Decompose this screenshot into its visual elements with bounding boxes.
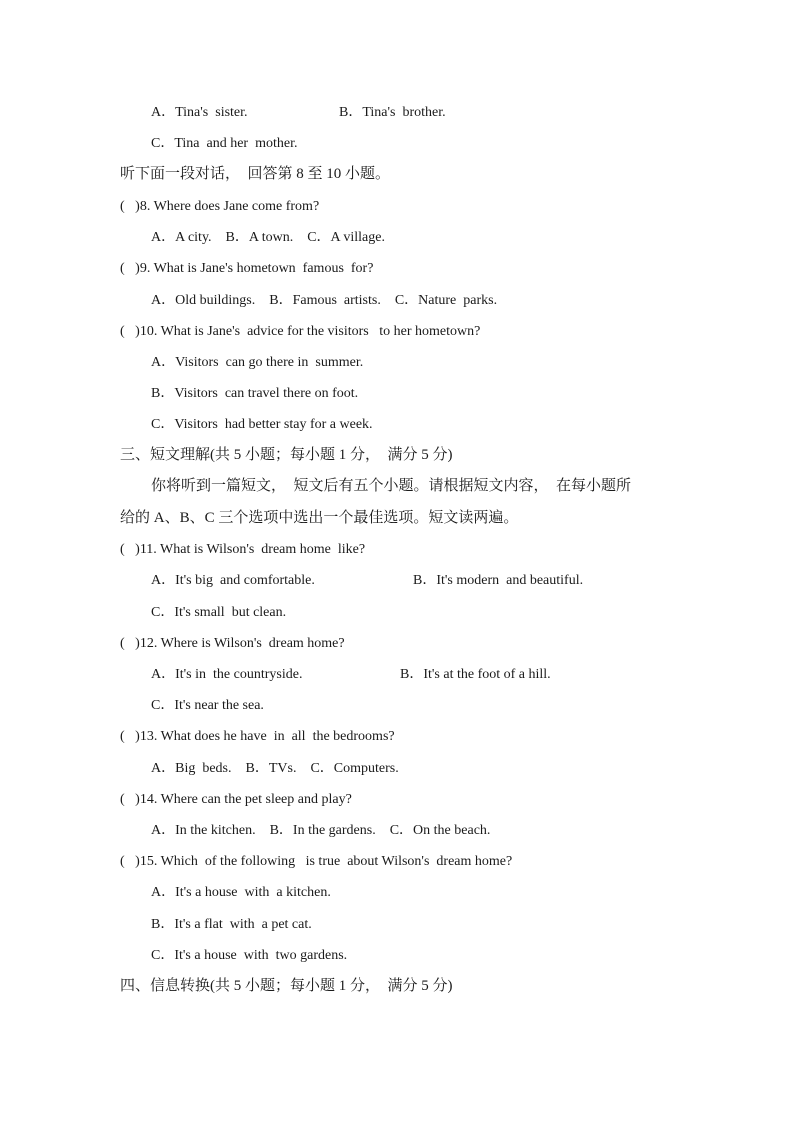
question-14: ( )14. Where can the pet sleep and play? bbox=[120, 792, 352, 807]
option-a: A．Tina's sister. bbox=[151, 105, 248, 120]
question-10-option-c: C．Visitors had better stay for a week. bbox=[151, 417, 373, 432]
question-12-option-b: B．It's at the foot of a hill. bbox=[400, 667, 551, 682]
question-12-option-c: C．It's near the sea. bbox=[151, 698, 264, 713]
question-10: ( )10. What is Jane's advice for the visitors to her hometown? bbox=[120, 324, 481, 339]
question-15-option-b: B．It's a flat with a pet cat. bbox=[151, 917, 312, 932]
instruction-8-10: 听下面一段对话， 回答第 8 至 10 小题。 bbox=[120, 166, 391, 182]
question-11: ( )11. What is Wilson's dream home like? bbox=[120, 542, 366, 557]
section-3-intro-line-1: 你将听到一篇短文， 短文后有五个小题。请根据短文内容， 在每小题所 bbox=[151, 478, 632, 494]
option-b: B．Tina's brother. bbox=[339, 105, 446, 120]
section-3-intro-line-2: 给的 A、B、C 三个选项中选出一个最佳选项。短文读两遍。 bbox=[120, 510, 519, 526]
question-15: ( )15. Which of the following is true about Wilson's dream home? bbox=[120, 854, 513, 869]
question-15-option-c: C．It's a house with two gardens. bbox=[151, 948, 348, 963]
question-11-option-b: B．It's modern and beautiful. bbox=[413, 573, 584, 588]
question-14-options: A．In the kitchen. B．In the gardens. C．On the beach. bbox=[151, 823, 491, 838]
section-3-title: 三、短文理解(共 5 小题；每小题 1 分， 满分 5 分) bbox=[120, 447, 453, 463]
question-15-option-a: A．It's a house with a kitchen. bbox=[151, 885, 331, 900]
question-12-option-a: A．It's in the countryside. bbox=[151, 667, 303, 682]
question-11-option-a: A．It's big and comfortable. bbox=[151, 573, 315, 588]
question-10-option-b: B．Visitors can travel there on foot. bbox=[151, 386, 359, 401]
question-13-options: A．Big beds. B．TVs. C．Computers. bbox=[151, 761, 399, 776]
question-8: ( )8. Where does Jane come from? bbox=[120, 199, 320, 214]
question-9-options: A．Old buildings. B．Famous artists. C．Nature parks. bbox=[151, 293, 498, 308]
question-12: ( )12. Where is Wilson's dream home? bbox=[120, 636, 345, 651]
question-8-options: A．A city. B．A town. C．A village. bbox=[151, 230, 385, 245]
question-13: ( )13. What does he have in all the bedrooms? bbox=[120, 729, 395, 744]
option-c: C．Tina and her mother. bbox=[151, 136, 298, 151]
question-10-option-a: A．Visitors can go there in summer. bbox=[151, 355, 364, 370]
question-11-option-c: C．It's small but clean. bbox=[151, 605, 287, 620]
question-9: ( )9. What is Jane's hometown famous for? bbox=[120, 261, 374, 276]
section-4-title: 四、信息转换(共 5 小题；每小题 1 分， 满分 5 分) bbox=[120, 978, 453, 994]
